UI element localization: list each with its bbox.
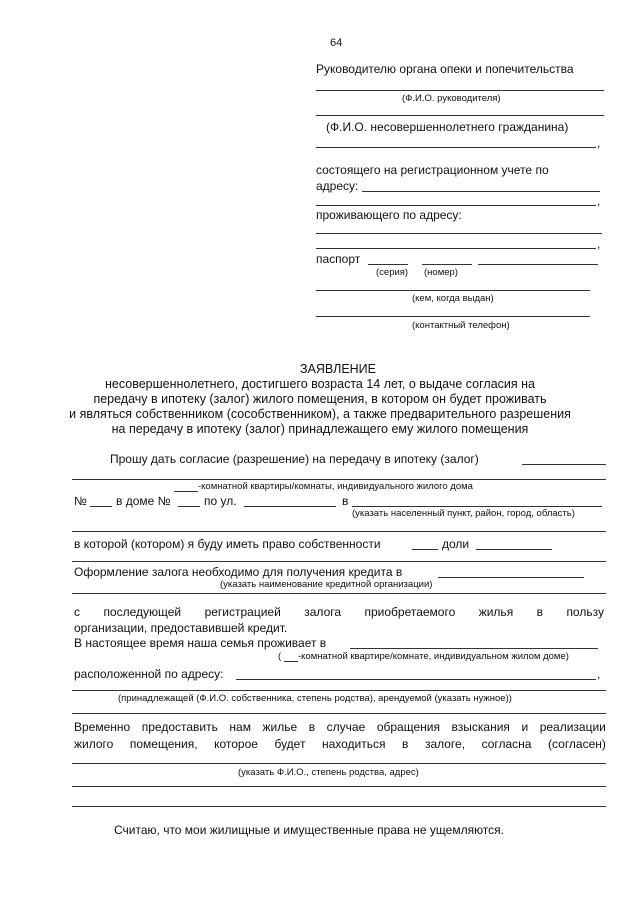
comma: ,: [597, 194, 601, 208]
house-no-line: [178, 506, 200, 507]
temporary-line-1: Временно предоставить нам жилье в случае обращения взыскания и реализации: [74, 720, 606, 734]
owner-line-2: [72, 713, 606, 714]
person-line-3: [72, 806, 606, 807]
document-title: ЗАЯВЛЕНИЕ: [300, 362, 377, 376]
series-hint: (серия): [376, 267, 409, 278]
issued-line: [316, 290, 590, 291]
owner-hint: (принадлежащей (Ф.И.О. собственника, степень родства), арендуемой (указать нужное)): [118, 693, 512, 704]
in-label: в: [342, 494, 349, 508]
share-line: [476, 549, 552, 550]
page-number: 64: [330, 37, 343, 49]
locality-hint: (указать населенный пункт, район, город, область): [352, 508, 575, 519]
passport-extra-line: [478, 264, 598, 265]
registration-line-2: организации, предоставившей кредит.: [74, 621, 288, 635]
comma: ,: [597, 136, 601, 150]
family-hint-open: (: [278, 651, 282, 662]
ownership-text: в которой (котором) я буду иметь право собственности: [74, 537, 381, 551]
passport-series-line: [368, 264, 408, 265]
living-label: проживающего по адресу:: [316, 208, 462, 222]
comma: ,: [597, 237, 601, 251]
locality-line-2: [72, 531, 606, 532]
phone-line: [316, 316, 590, 317]
credit-line: [438, 577, 584, 578]
person-hint: (указать Ф.И.О., степень родства, адрес): [238, 767, 419, 778]
credit-line-2: [72, 593, 606, 594]
number-hint: (номер): [424, 267, 458, 278]
family-line: [350, 648, 598, 649]
house-label: в доме №: [116, 494, 171, 508]
family-text: В настоящее время наша семья проживает в: [74, 636, 327, 650]
title-line: и являться собственником (сособственником), а также предварительного разрешения: [69, 407, 571, 421]
passport-label: паспорт: [316, 252, 361, 266]
minor-fio-line: [316, 147, 596, 148]
addressee: Руководителю органа опеки и попечительства: [316, 62, 574, 76]
located-line: [236, 679, 596, 680]
conclusion-text: Считаю, что мои жилищные и имущественные права не ущемляются.: [114, 823, 504, 837]
credit-text: Оформление залога необходимо для получения кредита в: [74, 565, 403, 579]
minor-fio-hint: (Ф.И.О. несовершеннолетнего гражданина): [326, 120, 569, 134]
phone-hint: (контактный телефон): [412, 320, 510, 331]
registered-line-1: [362, 191, 600, 192]
living-line-2: [316, 248, 596, 249]
registered-label-1: состоящего на регистрационном учете по: [316, 163, 549, 177]
head-fio-line: [316, 90, 604, 91]
comma: ,: [597, 667, 601, 681]
title-line: передачу в ипотеку (залог) жилого помещения, в котором он будет проживать: [93, 392, 547, 406]
apartment-no-line: [90, 506, 112, 507]
registered-label-2: адресу:: [316, 179, 359, 193]
street-label: по ул.: [204, 494, 237, 508]
property-line: [72, 479, 606, 480]
title-line: несовершеннолетнего, достигшего возраста 14 лет, о выдаче согласия на: [105, 377, 535, 391]
request-line: [522, 464, 606, 465]
rooms-hint: -комнатной квартиры/комнаты, индивидуального жилого дома: [198, 481, 473, 492]
living-line-1: [316, 233, 602, 234]
temporary-line-2: жилого помещения, которое будет находиться в залоге, согласна (согласен): [74, 737, 606, 751]
locality-line: [352, 506, 602, 507]
minor-fio-top-line: [316, 115, 604, 116]
person-line-2: [72, 786, 606, 787]
share-label: доли: [442, 537, 470, 551]
ownership-line-2: [72, 561, 606, 562]
title-line: на передачу в ипотеку (залог) принадлежащего ему жилого помещения: [111, 422, 529, 436]
ownership-blank-line: [412, 549, 438, 550]
apartment-no-label: №: [74, 494, 87, 508]
request-text: Прошу дать согласие (разрешение) на передачу в ипотеку (залог): [110, 452, 479, 466]
rooms-count-line: [174, 491, 198, 492]
located-text: расположенной по адресу:: [74, 667, 224, 681]
registered-line-2: [316, 205, 596, 206]
head-fio-hint: (Ф.И.О. руководителя): [402, 93, 501, 104]
passport-number-line: [422, 264, 472, 265]
person-line: [72, 763, 606, 764]
family-rooms-line: [284, 661, 298, 662]
owner-line: [72, 690, 606, 691]
credit-hint: (указать наименование кредитной организации): [220, 579, 433, 590]
issued-hint: (кем, когда выдан): [412, 293, 494, 304]
registration-line: с последующей регистрацией залога приобретаемого жилья в пользу: [74, 605, 604, 619]
street-line: [244, 506, 336, 507]
family-hint: -комнатной квартире/комнате, индивидуальном жилом доме): [298, 651, 569, 662]
